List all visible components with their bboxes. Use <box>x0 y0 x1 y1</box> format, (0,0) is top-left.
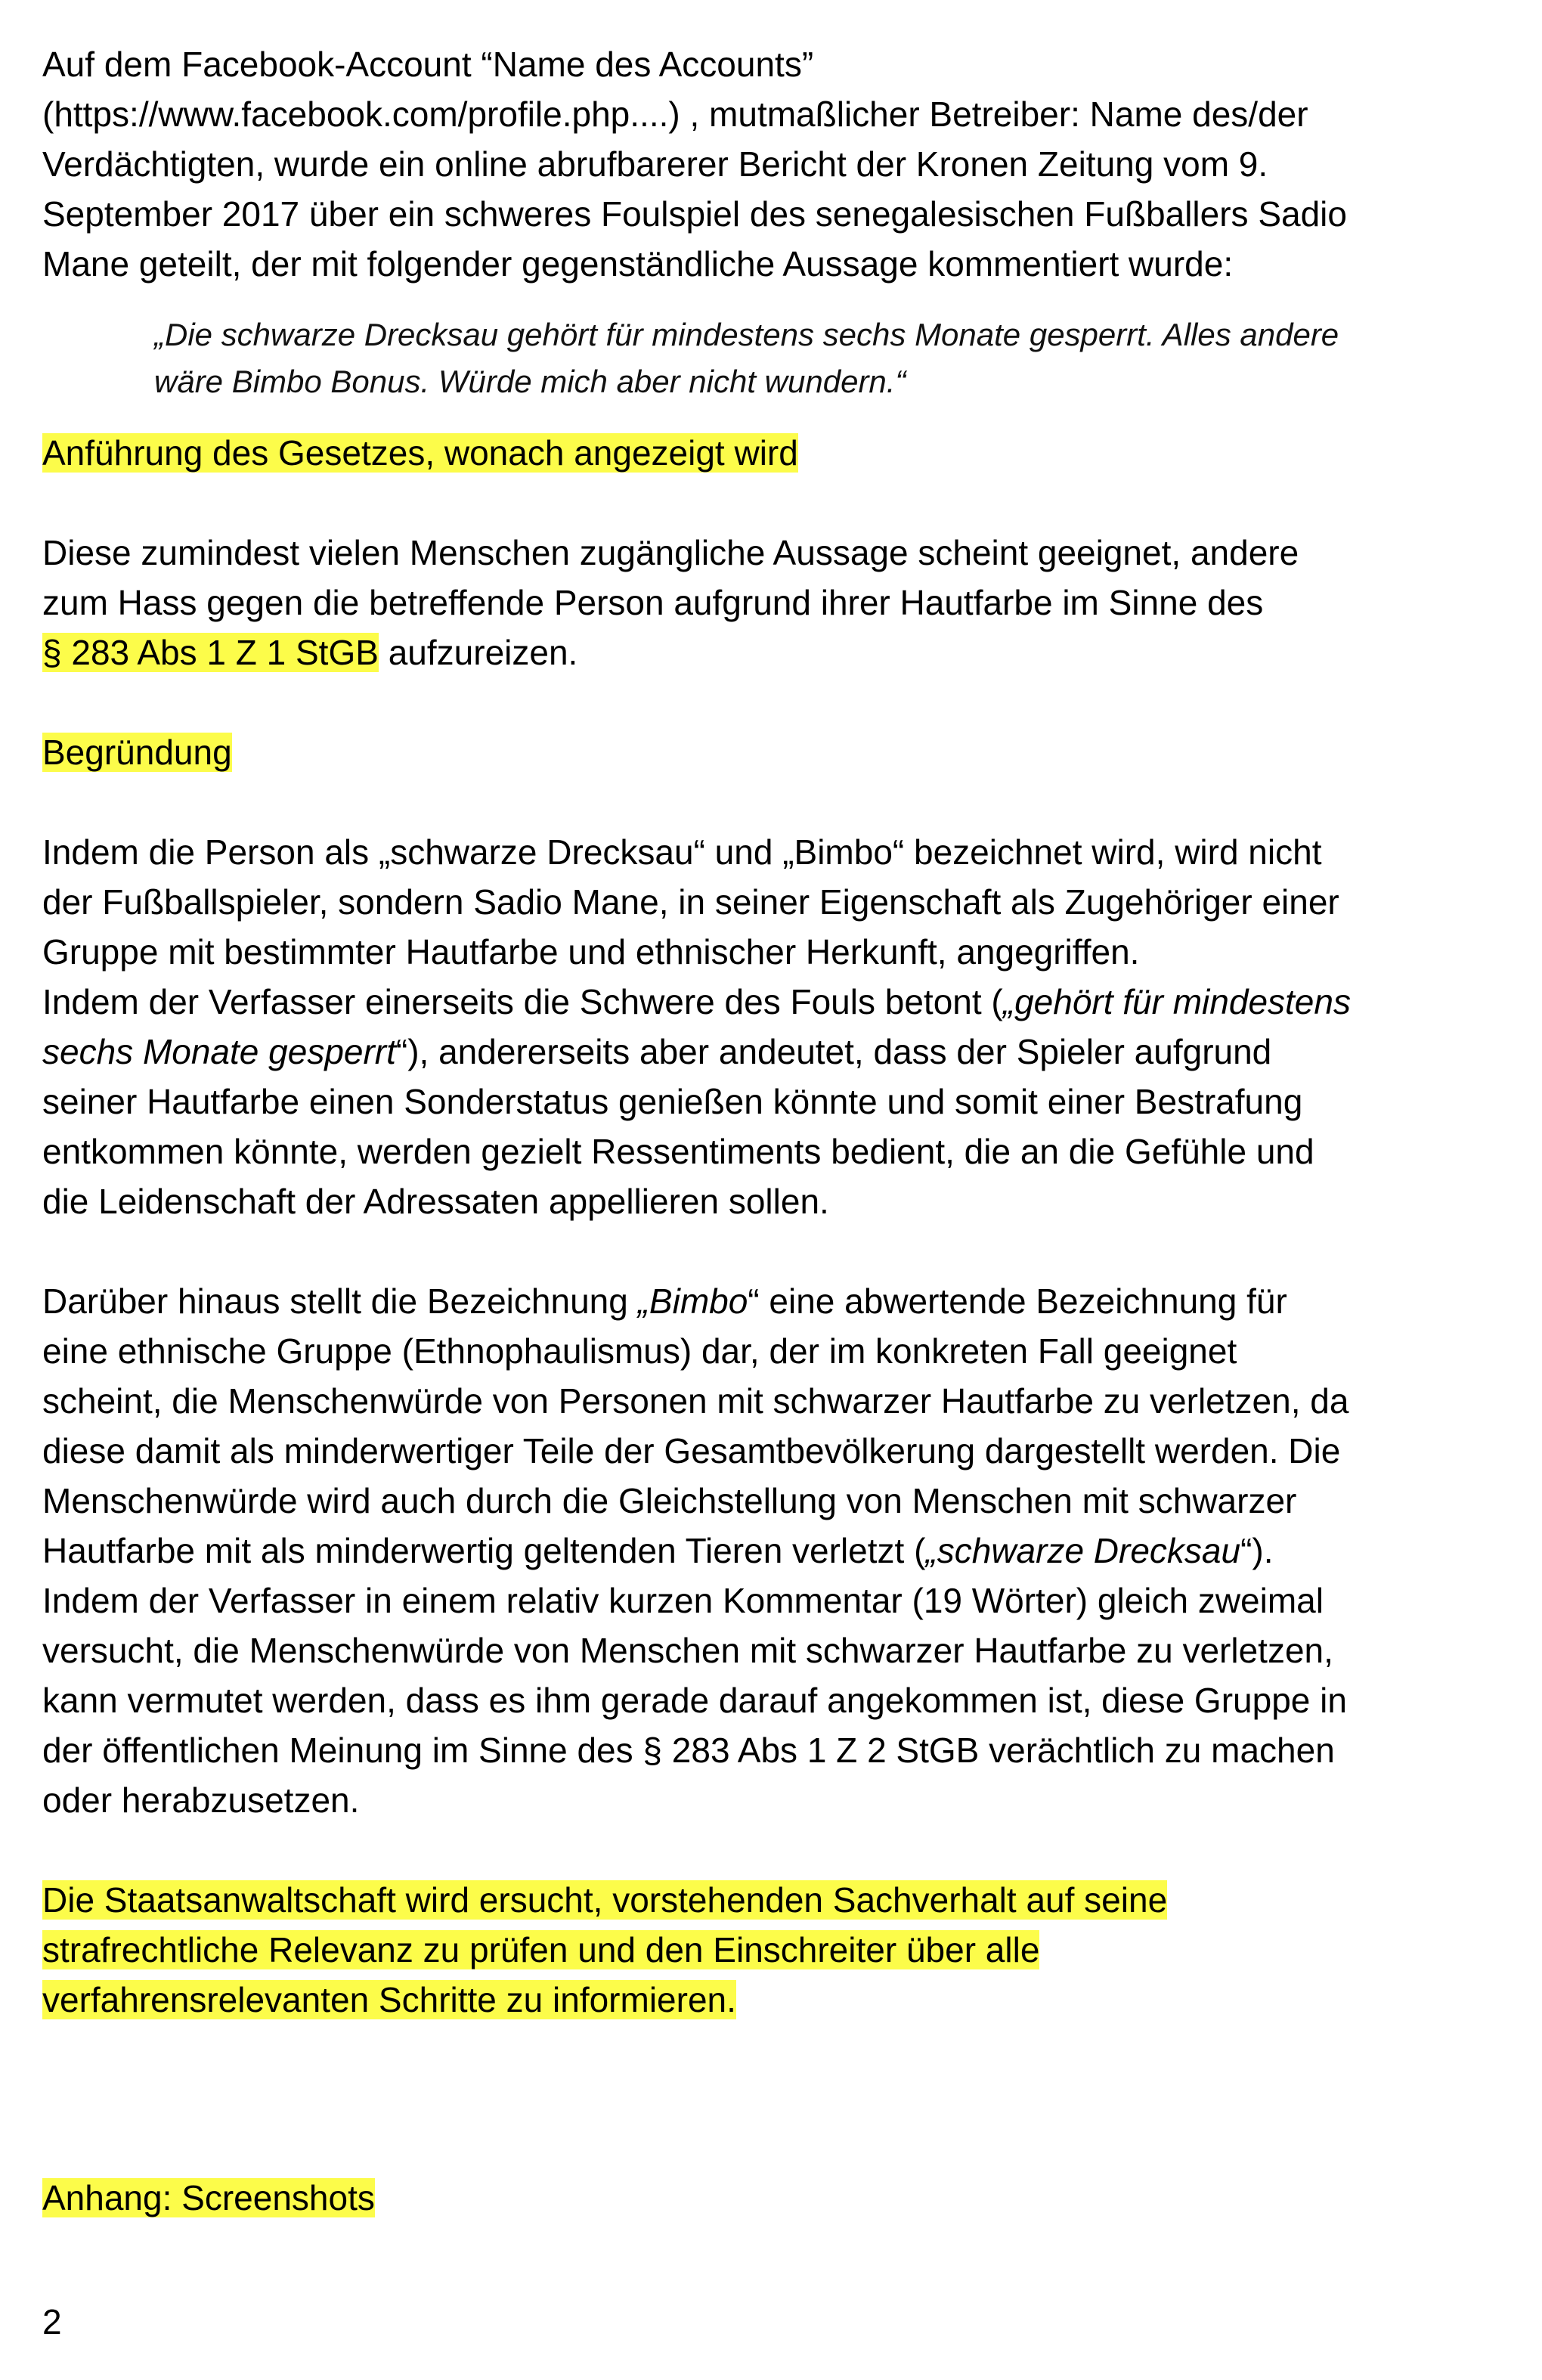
reason-paragraph-2 <box>42 1276 1479 1825</box>
reason-line: der öffentlichen Meinung im Sinne des § 283 Abs 1 Z 2 StGB verächtlich zu machen <box>42 1731 1335 1770</box>
reason-line: diese damit als minderwertiger Teile der Gesamtbevölkerung dargestellt werden. Die <box>42 1431 1341 1470</box>
reason-line <box>42 1027 1479 1077</box>
reason-line: kann vermutet werden, dass es ihm gerade darauf angekommen ist, diese Gruppe in <box>42 1681 1347 1720</box>
reason-line: Gruppe mit bestimmter Hautfarbe und ethnischer Herkunft, angegriffen. <box>42 932 1140 972</box>
appendix-heading <box>42 2173 1479 2223</box>
page-number: 2 <box>42 2302 62 2341</box>
reason-line: der Fußballspieler, sondern Sadio Mane, in seiner Eigenschaft als Zugehöriger einer <box>42 882 1339 922</box>
reason-italic: „gehört für mindestens <box>1002 982 1351 1021</box>
heading-reason-text: Begründung <box>42 733 232 772</box>
reason-line: oder herabzusetzen. <box>42 1780 360 1820</box>
intro-line: (https://www.facebook.com/profile.php....) , mutmaßlicher Betreiber: Name des/der <box>42 95 1308 134</box>
heading-law-text: Anführung des Gesetzes, wonach angezeigt wird <box>42 433 798 473</box>
quoted-comment <box>154 311 1479 405</box>
request-line <box>42 1975 1479 2025</box>
reason-line: eine ethnische Gruppe (Ethnophaulismus) dar, der im konkreten Fall geeignet <box>42 1331 1237 1371</box>
reason-line: seiner Hautfarbe einen Sonderstatus genießen könnte und somit einer Bestrafung <box>42 1082 1303 1121</box>
reason-line <box>42 1526 1479 1576</box>
reason-text: Darüber hinaus stellt die Bezeichnung <box>42 1281 638 1321</box>
reason-line: versucht, die Menschenwürde von Menschen mit schwarzer Hautfarbe zu verletzen, <box>42 1631 1333 1670</box>
request-highlight: strafrechtliche Relevanz zu prüfen und den Einschreiter über alle <box>42 1930 1040 1969</box>
request-highlight: Die Staatsanwaltschaft wird ersucht, vorstehenden Sachverhalt auf seine <box>42 1880 1168 1920</box>
law-line: Diese zumindest vielen Menschen zugängliche Aussage scheint geeignet, andere <box>42 533 1299 572</box>
intro-line: Mane geteilt, der mit folgender gegenständliche Aussage kommentiert wurde: <box>42 244 1234 284</box>
reason-line: scheint, die Menschenwürde von Personen mit schwarzer Hautfarbe zu verletzen, da <box>42 1381 1349 1421</box>
law-line <box>42 628 1479 677</box>
request-line <box>42 1925 1479 1975</box>
reason-text: “), andererseits aber andeutet, dass der Spieler aufgrund <box>395 1032 1272 1071</box>
reason-italic: sechs Monate gesperrt <box>42 1032 396 1071</box>
law-line-rest: aufzureizen. <box>378 633 578 672</box>
reason-line <box>42 1276 1479 1326</box>
heading-reason <box>42 727 1479 777</box>
reason-text: Indem der Verfasser einerseits die Schwere des Fouls betont ( <box>42 982 1003 1021</box>
reason-line: Indem der Verfasser in einem relativ kurzen Kommentar (19 Wörter) gleich zweimal <box>42 1581 1324 1620</box>
reason-line: Menschenwürde wird auch durch die Gleichstellung von Menschen mit schwarzer <box>42 1481 1297 1520</box>
reason-paragraph-1 <box>42 827 1479 1226</box>
reason-italic: „schwarze Drecksau <box>925 1531 1241 1570</box>
request-paragraph <box>42 1875 1479 2025</box>
law-reference-highlight: § 283 Abs 1 Z 1 StGB <box>42 633 379 672</box>
law-paragraph <box>42 528 1479 677</box>
reason-line: Indem die Person als „schwarze Drecksau“ und „Bimbo“ bezeichnet wird, wird nicht <box>42 832 1322 872</box>
appendix-text: Anhang: Screenshots <box>42 2178 375 2217</box>
intro-paragraph <box>42 39 1479 289</box>
reason-line: entkommen könnte, werden gezielt Ressentiments bedient, die an die Gefühle und <box>42 1132 1314 1171</box>
quote-line: wäre Bimbo Bonus. Würde mich aber nicht wundern.“ <box>154 364 906 399</box>
reason-line: die Leidenschaft der Adressaten appellieren sollen. <box>42 1182 829 1221</box>
reason-line <box>42 977 1479 1027</box>
document-page <box>42 39 1479 2223</box>
law-line: zum Hass gegen die betreffende Person aufgrund ihrer Hautfarbe im Sinne des <box>42 583 1264 622</box>
intro-line: Auf dem Facebook-Account “Name des Accounts” <box>42 45 814 84</box>
intro-line: Verdächtigten, wurde ein online abrufbarerer Bericht der Kronen Zeitung vom 9. <box>42 144 1268 184</box>
heading-law <box>42 428 1479 478</box>
reason-text: “ eine abwertende Bezeichnung für <box>748 1281 1287 1321</box>
request-highlight: verfahrensrelevanten Schritte zu informieren. <box>42 1980 736 2019</box>
reason-italic: „Bimbo <box>637 1281 748 1321</box>
intro-line: September 2017 über ein schweres Foulspiel des senegalesischen Fußballers Sadio <box>42 194 1347 234</box>
reason-text: “). <box>1240 1531 1274 1570</box>
quote-line: „Die schwarze Drecksau gehört für mindestens sechs Monate gesperrt. Alles andere <box>154 317 1339 352</box>
reason-text: Hautfarbe mit als minderwertig geltenden Tieren verletzt ( <box>42 1531 926 1570</box>
request-line <box>42 1875 1479 1925</box>
